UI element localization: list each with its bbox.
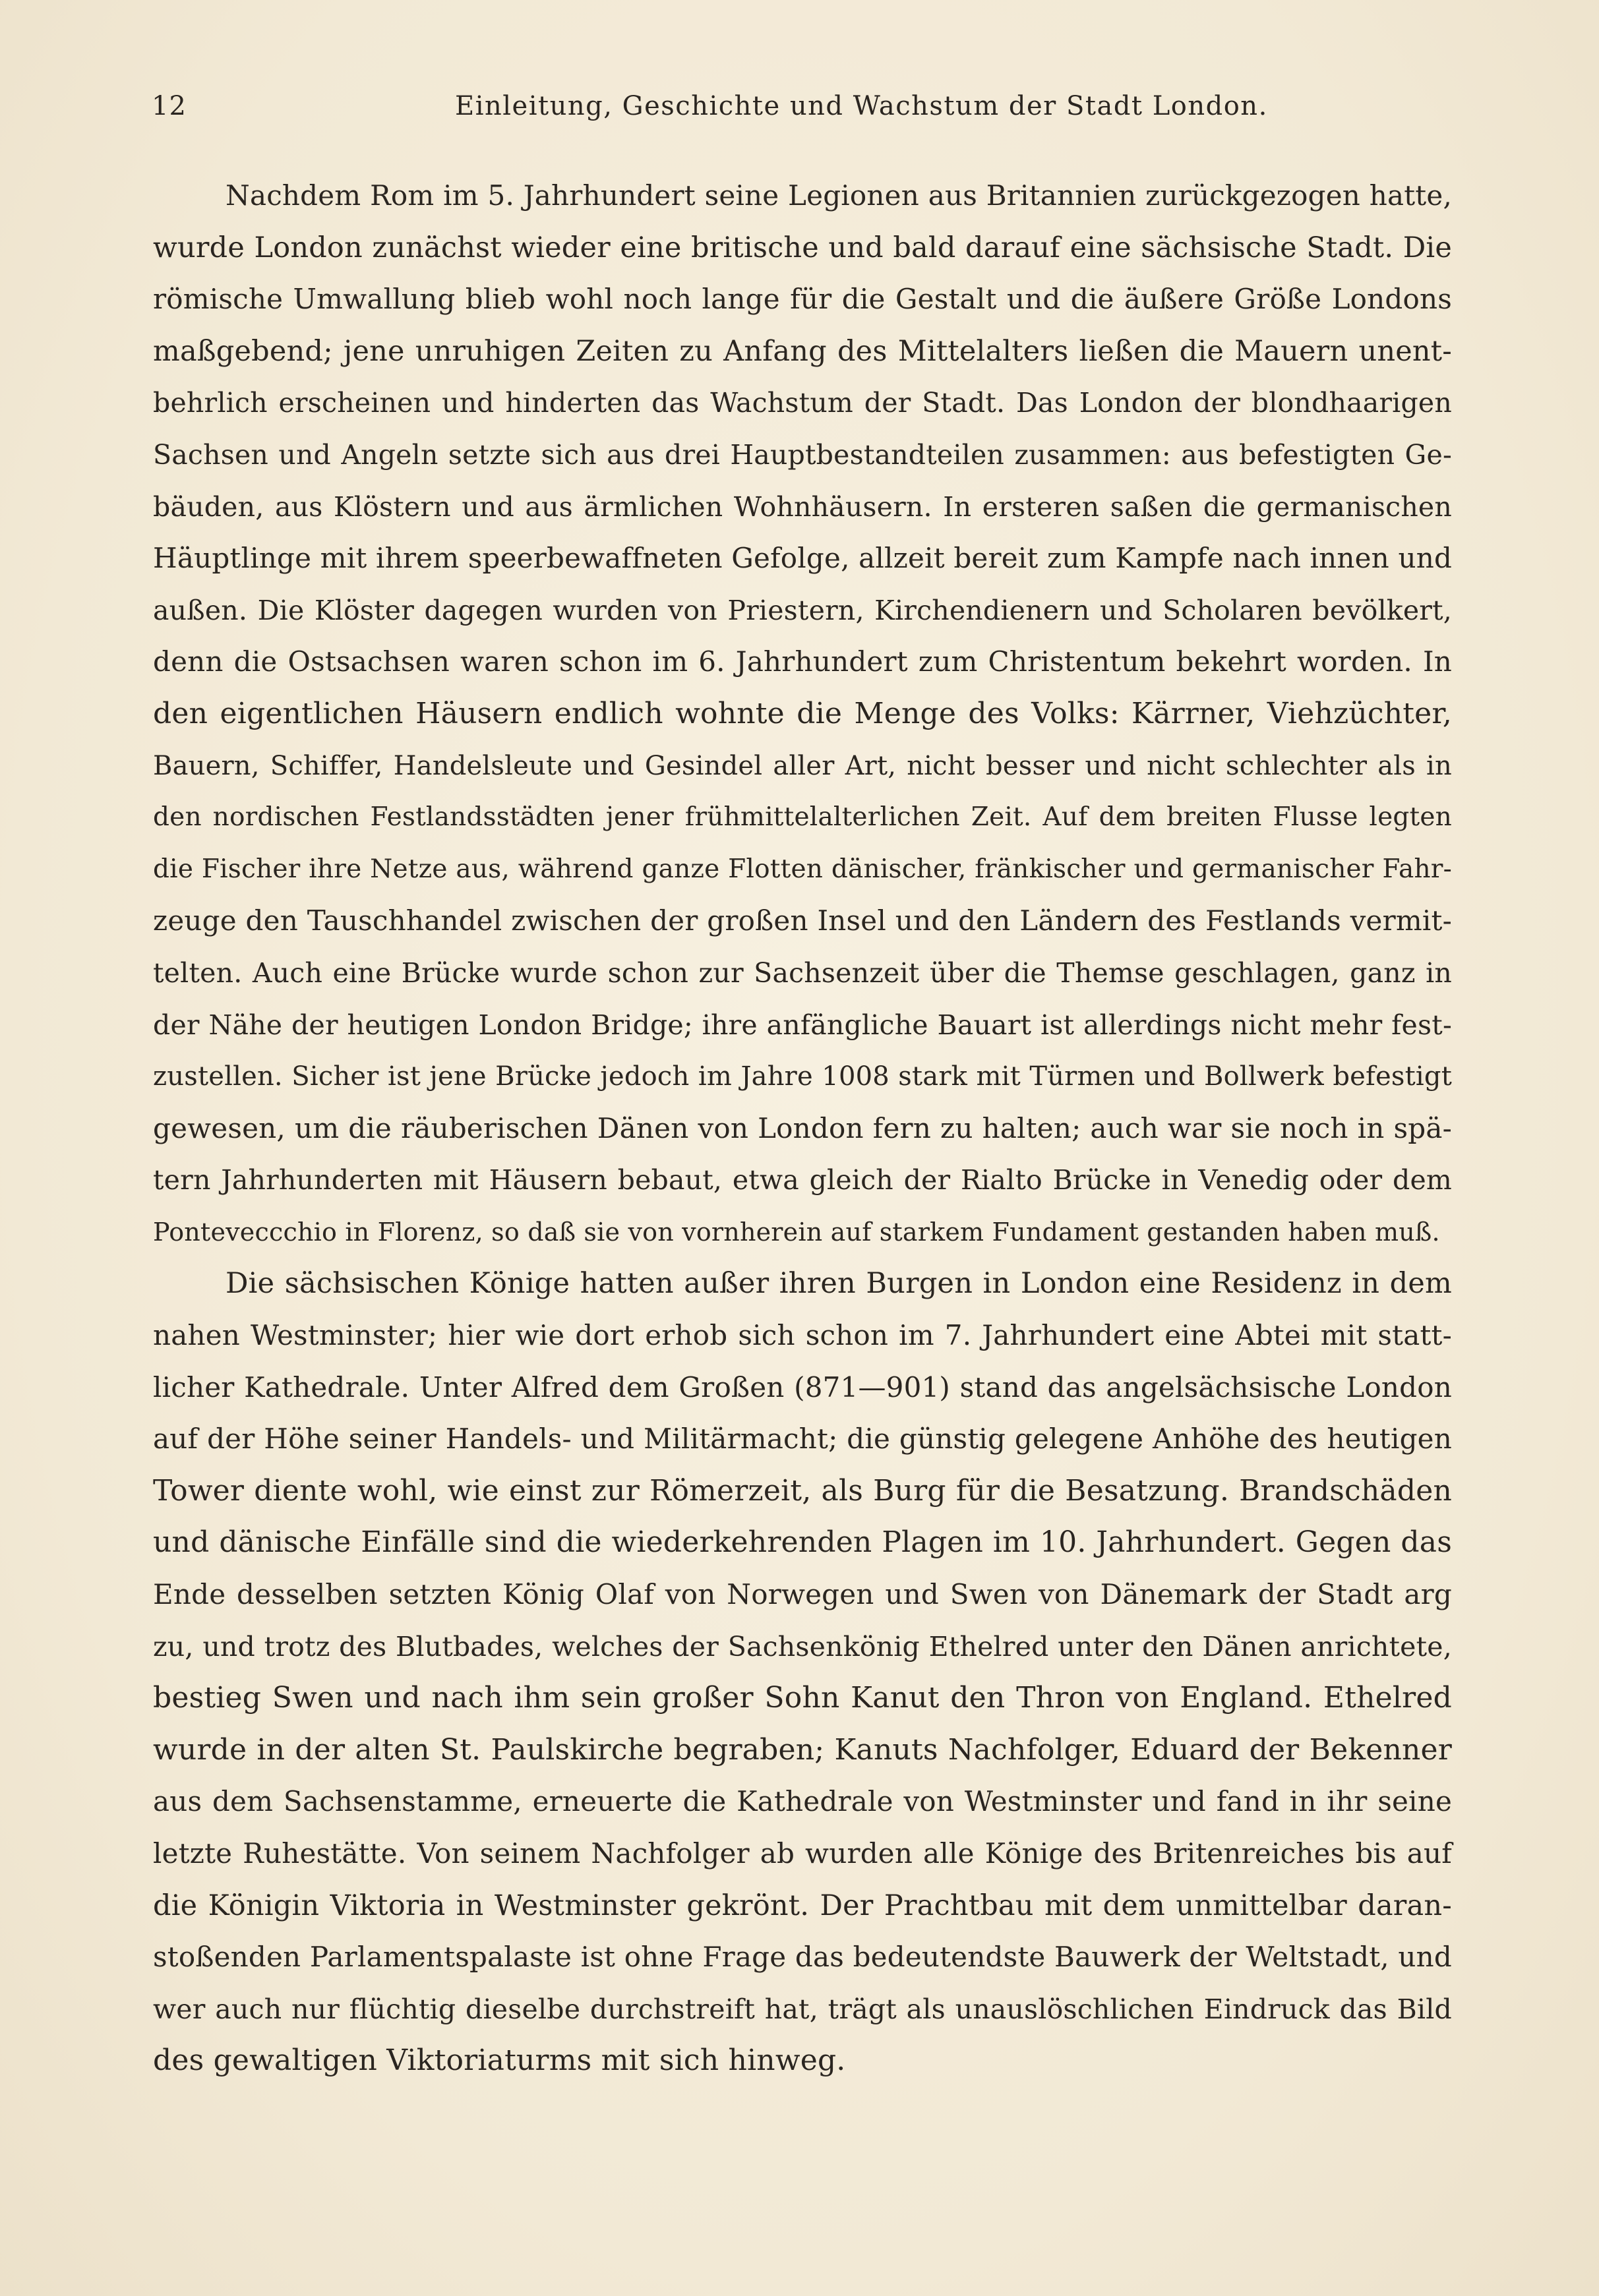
text-line: bestieg Swen und nach ihm sein großer Sohn Kanut den Thron von England. Ethelred [153, 1681, 1452, 1715]
text-line: Ende desselben setzten König Olaf von Norwegen und Swen von Dänemark der Stadt arg [153, 1578, 1452, 1611]
text-line: den eigentlichen Häusern endlich wohnte die Menge des Volks: Kärrner, Viehzüchter, [153, 696, 1452, 730]
text-line: nahen Westminster; hier wie dort erhob sich schon im 7. Jahrhundert eine Abtei mit statt- [153, 1319, 1452, 1352]
text-line: aus dem Sachsenstamme, erneuerte die Kathedrale von Westminster und fand in ihr seine [153, 1785, 1452, 1818]
text-line: denn die Ostsachsen waren schon im 6. Jahrhundert zum Christentum bekehrt worden. In [153, 645, 1452, 678]
text-line: zu, und trotz des Blutbades, welches der Sachsenkönig Ethelred unter den Dänen anrichtete, [153, 1630, 1452, 1663]
running-head: Einleitung, Geschichte und Wachstum der Stadt London. [455, 91, 1268, 121]
text-line: des gewaltigen Viktoriaturms mit sich hinweg. [153, 2044, 846, 2078]
text-line: die Königin Viktoria in Westminster gekrönt. Der Prachtbau mit dem unmittelbar daran- [153, 1889, 1452, 1922]
text-line: außen. Die Klöster dagegen wurden von Priestern, Kirchendienern und Scholaren bevölkert, [153, 594, 1452, 626]
text-line: zeuge den Tauschhandel zwischen der großen Insel und den Ländern des Festlands vermit- [153, 904, 1452, 937]
text-line: wer auch nur flüchtig dieselbe durchstreift hat, trägt als unauslöschlichen Eindruck das Bild [153, 1993, 1452, 2025]
text-line: Tower diente wohl, wie einst zur Römerzeit, als Burg für die Besatzung. Brandschäden [153, 1473, 1452, 1508]
text-line: zustellen. Sicher ist jene Brücke jedoch im Jahre 1008 stark mit Türmen und Bollwerk befestigt [153, 1061, 1452, 1092]
text-line: tern Jahrhunderten mit Häusern bebaut, etwa gleich der Rialto Brücke in Venedig oder dem [153, 1164, 1452, 1196]
text-line: stoßenden Parlamentspalaste ist ohne Frage das bedeutendste Bauwerk der Weltstadt, und [153, 1941, 1452, 1974]
text-line: Die sächsischen Könige hatten außer ihren Burgen in London eine Residenz in dem [226, 1267, 1452, 1301]
page-header [152, 91, 1451, 124]
text-line: und dänische Einfälle sind die wiederkehrenden Plagen im 10. Jahrhundert. Gegen das [153, 1525, 1452, 1560]
text-line: Bauern, Schiffer, Handelsleute und Gesindel aller Art, nicht besser und nicht schlechter als in [153, 750, 1452, 781]
text-line: Sachsen und Angeln setzte sich aus drei Hauptbestandteilen zusammen: aus befestigten Ge- [153, 438, 1452, 471]
text-line: licher Kathedrale. Unter Alfred dem Großen (871—901) stand das angelsächsische London [153, 1370, 1452, 1403]
text-line: letzte Ruhestätte. Von seinem Nachfolger ab wurden alle Könige des Britenreiches bis auf [153, 1837, 1452, 1869]
text-line: Häuptlinge mit ihrem speerbewaffneten Gefolge, allzeit bereit zum Kampfe nach innen und [153, 542, 1453, 575]
text-line: Ponteveccchio in Florenz, so daß sie von vornherein auf starkem Fundament gestanden haben muß. [153, 1217, 1440, 1247]
paragraph [153, 1258, 1452, 2087]
text-line: wurde in der alten St. Paulskirche begraben; Kanuts Nachfolger, Eduard der Bekenner [153, 1732, 1452, 1767]
body-text [153, 170, 1452, 2087]
text-line: römische Umwallung blieb wohl noch lange für die Gestalt und die äußere Größe Londons [153, 283, 1452, 316]
text-line: die Fischer ihre Netze aus, während ganze Flotten dänischer, fränkischer und germanischer Fahr- [153, 854, 1452, 884]
text-line: maßgebend; jene unruhigen Zeiten zu Anfang des Mittelalters ließen die Mauern unent- [153, 334, 1452, 368]
text-line: wurde London zunächst wieder eine britische und bald darauf eine sächsische Stadt. Die [153, 231, 1452, 264]
paragraph [153, 170, 1452, 1258]
text-line: behrlich erscheinen und hinderten das Wachstum der Stadt. Das London der blondhaarigen [153, 387, 1452, 419]
text-line: Nachdem Rom im 5. Jahrhundert seine Legionen aus Britannien zurückgezogen hatte, [226, 179, 1452, 212]
text-line: gewesen, um die räuberischen Dänen von London fern zu halten; auch war sie noch in spä- [153, 1111, 1452, 1144]
text-line: der Nähe der heutigen London Bridge; ihre anfängliche Bauart ist allerdings nicht mehr fest- [153, 1009, 1452, 1041]
text-line: den nordischen Festlandsstädten jener frühmittelalterlichen Zeit. Auf dem breiten Flusse legten [153, 802, 1452, 833]
page-number: 12 [152, 91, 187, 121]
text-line: bäuden, aus Klöstern und aus ärmlichen Wohnhäusern. In ersteren saßen die germanischen [153, 490, 1452, 523]
text-line: auf der Höhe seiner Handels- und Militärmacht; die günstig gelegene Anhöhe des heutigen [153, 1423, 1452, 1456]
text-line: telten. Auch eine Brücke wurde schon zur Sachsenzeit über die Themse geschlagen, ganz in [153, 957, 1452, 989]
